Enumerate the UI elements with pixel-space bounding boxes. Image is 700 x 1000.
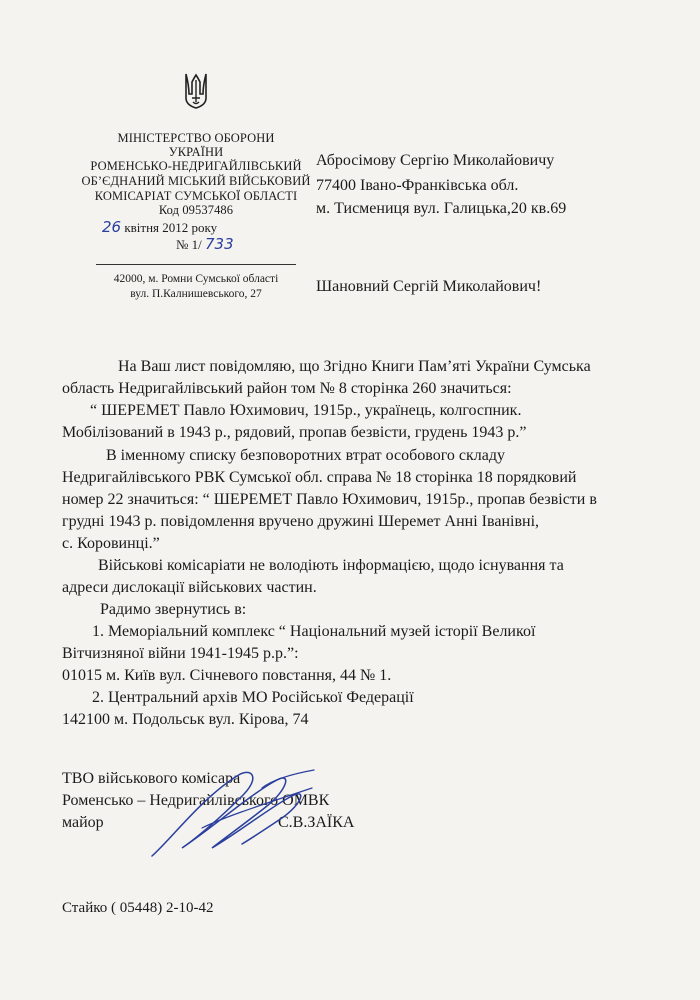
signatory-name: С.В.ЗАЇКА (278, 814, 355, 831)
body-line-8: грудні 1943 р. повідомлення вручено дружині Шеремет Анні Іванівні, (62, 513, 540, 530)
recommendation-2: 2. Центральний архів МО Російської Федерації (92, 689, 414, 706)
body-line-12: Радимо звернутись в: (100, 601, 247, 618)
ministry-line-1: МІНІСТЕРСТВО ОБОРОНИ (117, 131, 275, 145)
executor-phone: Стайко ( 05448) 2-10-42 (62, 900, 214, 916)
recommendation-1b: Вітчизняної війни 1941-1945 р.р.”: (62, 645, 299, 662)
signatory-title: ТВО військового комісара (62, 770, 241, 787)
letter-date (102, 218, 217, 236)
body-line-11: адреси дислокації військових частин. (62, 579, 317, 596)
body-line-1: На Ваш лист повідомляю, що Згідно Книги Пам’яті України Сумська (118, 358, 591, 375)
sender-address-line-2: вул. П.Калнишевського, 27 (130, 288, 262, 300)
addressee-name: Абросімову Сергію Миколайовичу (316, 152, 555, 169)
body-line-5: В іменному списку безповоротних втрат особового складу (106, 447, 505, 464)
letterhead-divider (96, 264, 296, 265)
body-line-2: область Недригайлівський район том № 8 сторінка 260 значиться: (62, 380, 512, 397)
commissariat-line-1: РОМЕНСЬКО-НЕДРИГАЙЛІВСЬКИЙ (90, 159, 302, 173)
handwritten-signature-icon (142, 758, 322, 868)
date-day-handwritten: 26 (102, 218, 122, 236)
ministry-line-2: УКРАЇНИ (168, 145, 224, 159)
salutation: Шановний Сергій Миколайович! (316, 278, 542, 295)
signatory-rank: майор (62, 814, 104, 831)
trident-emblem-icon (183, 72, 209, 110)
commissariat-line-2: ОБ’ЄДНАНИЙ МІСЬКИЙ ВІЙСЬКОВИЙ (81, 174, 311, 188)
letter-number-handwritten: 733 (205, 235, 234, 253)
recommendation-1a: 1. Меморіальний комплекс “ Національний музей історії Великої (92, 623, 536, 640)
recommendation-2-address: 142100 м. Подольськ вул. Кірова, 74 (62, 711, 309, 728)
sender-address-line-1: 42000, м. Ромни Сумської області (113, 273, 279, 285)
body-quote-1a: “ ШЕРЕМЕТ Павло Юхимович, 1915р., українець, колгоспник. (90, 402, 522, 419)
date-rest: квітня 2012 року (124, 220, 218, 235)
addressee-region: 77400 Івано-Франківська обл. (316, 177, 519, 194)
signatory-unit: Роменсько – Недригайлівського ОМВК (62, 792, 330, 809)
body-line-10: Військові комісаріати не володіють інформацією, щодо існування та (98, 557, 564, 574)
organization-code: Код 09537486 (158, 203, 234, 217)
recommendation-1-address: 01015 м. Київ вул. Січневого повстання, 44 № 1. (62, 667, 392, 684)
addressee-street: м. Тисмениця вул. Галицька,20 кв.69 (316, 200, 567, 217)
commissariat-line-3: КОМІСАРІАТ СУМСЬКОЇ ОБЛАСТІ (94, 189, 298, 203)
body-line-7: номер 22 значиться: “ ШЕРЕМЕТ Павло Юхимович, 1915р., пропав безвісти в (62, 491, 597, 508)
letter-number (176, 235, 234, 253)
letter-number-prefix: № 1/ (176, 237, 202, 252)
body-quote-1b: Мобілізований в 1943 р., рядовий, пропав безвісти, грудень 1943 р.” (62, 424, 527, 441)
body-line-6: Недригайлівського РВК Сумської обл. справа № 18 сторінка 18 порядковий (62, 469, 577, 486)
body-line-9: с. Коровинці.” (62, 535, 160, 552)
